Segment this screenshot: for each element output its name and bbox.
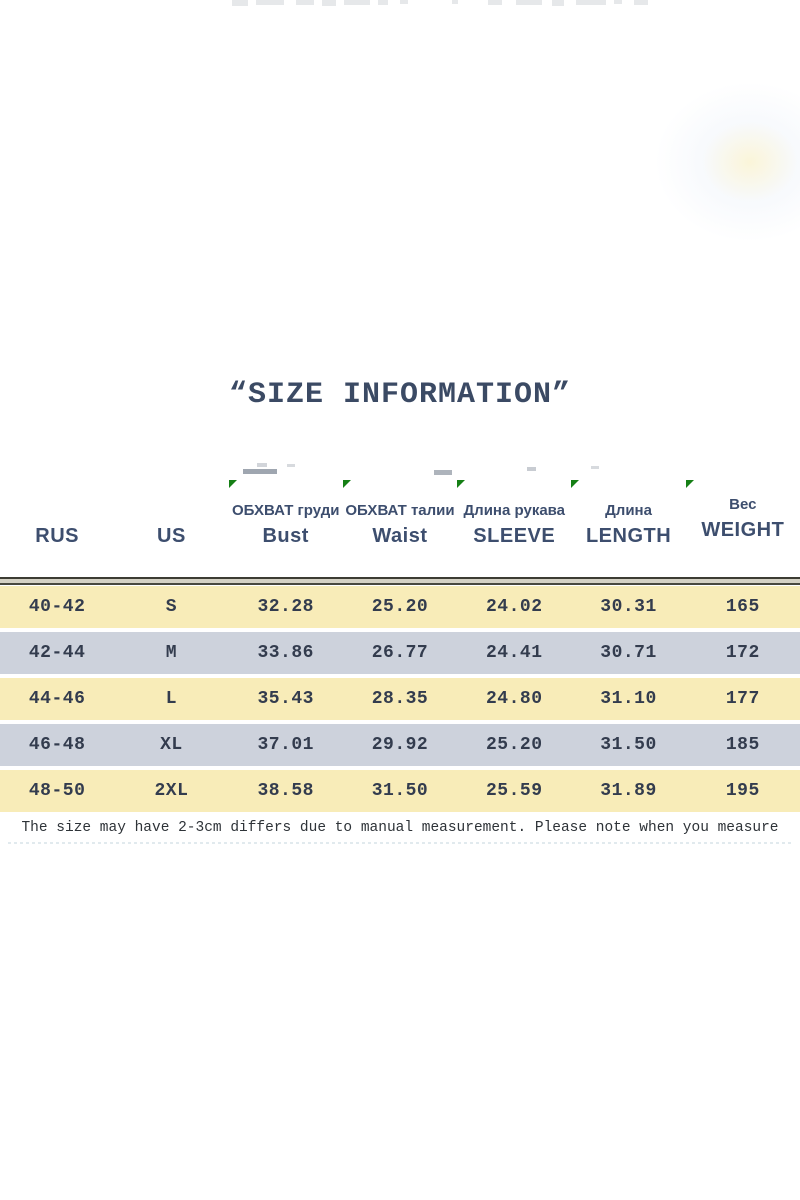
cell-weight: 195 xyxy=(725,781,760,801)
column-header-en-label: Waist xyxy=(372,525,428,547)
cell-waist: 31.50 xyxy=(371,781,429,801)
cell-rus: 44-46 xyxy=(28,689,86,709)
column-header-en-label: US xyxy=(157,525,186,547)
header-separator xyxy=(0,577,800,585)
faint-artifact-line xyxy=(8,842,792,844)
table-row xyxy=(0,770,800,812)
table-header-row xyxy=(0,494,800,550)
cell-sleeve: 25.59 xyxy=(486,781,543,801)
cell-sleeve: 24.41 xyxy=(486,643,543,663)
cell-rus: 42-44 xyxy=(28,643,86,663)
cell-bust: 38.58 xyxy=(257,781,314,801)
cell-bust: 35.43 xyxy=(257,689,314,709)
cell-length: 30.31 xyxy=(600,597,657,617)
cell-length: 30.71 xyxy=(600,643,657,663)
cell-us: M xyxy=(165,643,178,663)
cell-waist: 26.77 xyxy=(371,643,429,663)
column-header-ru-label: ОБХВАТ талии xyxy=(345,502,455,519)
column-header-bust xyxy=(229,494,343,550)
cell-weight: 165 xyxy=(725,597,760,617)
table-row xyxy=(0,724,800,766)
cell-sleeve: 24.80 xyxy=(486,689,543,709)
table-row xyxy=(0,678,800,720)
column-header-length xyxy=(571,494,685,550)
cell-bust: 33.86 xyxy=(257,643,314,663)
cell-us: XL xyxy=(160,735,183,755)
cell-rus: 48-50 xyxy=(28,781,86,801)
column-header-en-label: SLEEVE xyxy=(473,525,556,547)
cell-us: 2XL xyxy=(154,781,189,801)
cell-sleeve: 25.20 xyxy=(486,735,543,755)
green-corner-icon xyxy=(571,480,579,488)
cell-bust: 32.28 xyxy=(257,597,314,617)
cell-waist: 25.20 xyxy=(371,597,429,617)
cell-bust: 37.01 xyxy=(257,735,314,755)
column-header-en-label: Bust xyxy=(262,525,309,547)
cell-length: 31.10 xyxy=(600,689,657,709)
cell-us: L xyxy=(165,689,178,709)
column-header-en-label: WEIGHT xyxy=(701,519,785,541)
cell-rus: 46-48 xyxy=(28,735,86,755)
size-table-body xyxy=(0,586,800,816)
table-row xyxy=(0,632,800,674)
green-corner-icon xyxy=(457,480,465,488)
column-header-sleeve xyxy=(457,494,571,550)
column-header-rus xyxy=(0,494,114,550)
cell-weight: 177 xyxy=(725,689,760,709)
column-header-waist xyxy=(343,494,457,550)
measurement-note: The size may have 2-3cm differs due to manual measurement. Please note when you measure xyxy=(21,820,779,836)
column-header-ru-label: Длина xyxy=(605,502,652,519)
page-title: “SIZE INFORMATION” xyxy=(228,378,572,412)
cell-rus: 40-42 xyxy=(28,597,86,617)
cell-sleeve: 24.02 xyxy=(486,597,543,617)
column-header-us xyxy=(114,494,228,550)
cell-weight: 185 xyxy=(725,735,760,755)
column-header-ru-label: Длина рукава xyxy=(463,502,566,519)
cell-us: S xyxy=(165,597,178,617)
cell-length: 31.89 xyxy=(600,781,657,801)
cell-weight: 172 xyxy=(725,643,760,663)
cell-waist: 28.35 xyxy=(371,689,429,709)
green-corner-icon xyxy=(229,480,237,488)
column-header-en-label: LENGTH xyxy=(585,525,672,547)
column-header-ru-label: Вес xyxy=(729,496,757,513)
cell-length: 31.50 xyxy=(600,735,657,755)
cropped-image-remnant xyxy=(655,82,800,242)
column-header-ru-label: ОБХВАТ груди xyxy=(231,502,340,519)
column-header-weight xyxy=(686,488,800,544)
green-corner-icon xyxy=(686,480,694,488)
green-corner-icon xyxy=(343,480,351,488)
table-row xyxy=(0,586,800,628)
column-header-en-label: RUS xyxy=(35,525,79,547)
cell-waist: 29.92 xyxy=(371,735,429,755)
